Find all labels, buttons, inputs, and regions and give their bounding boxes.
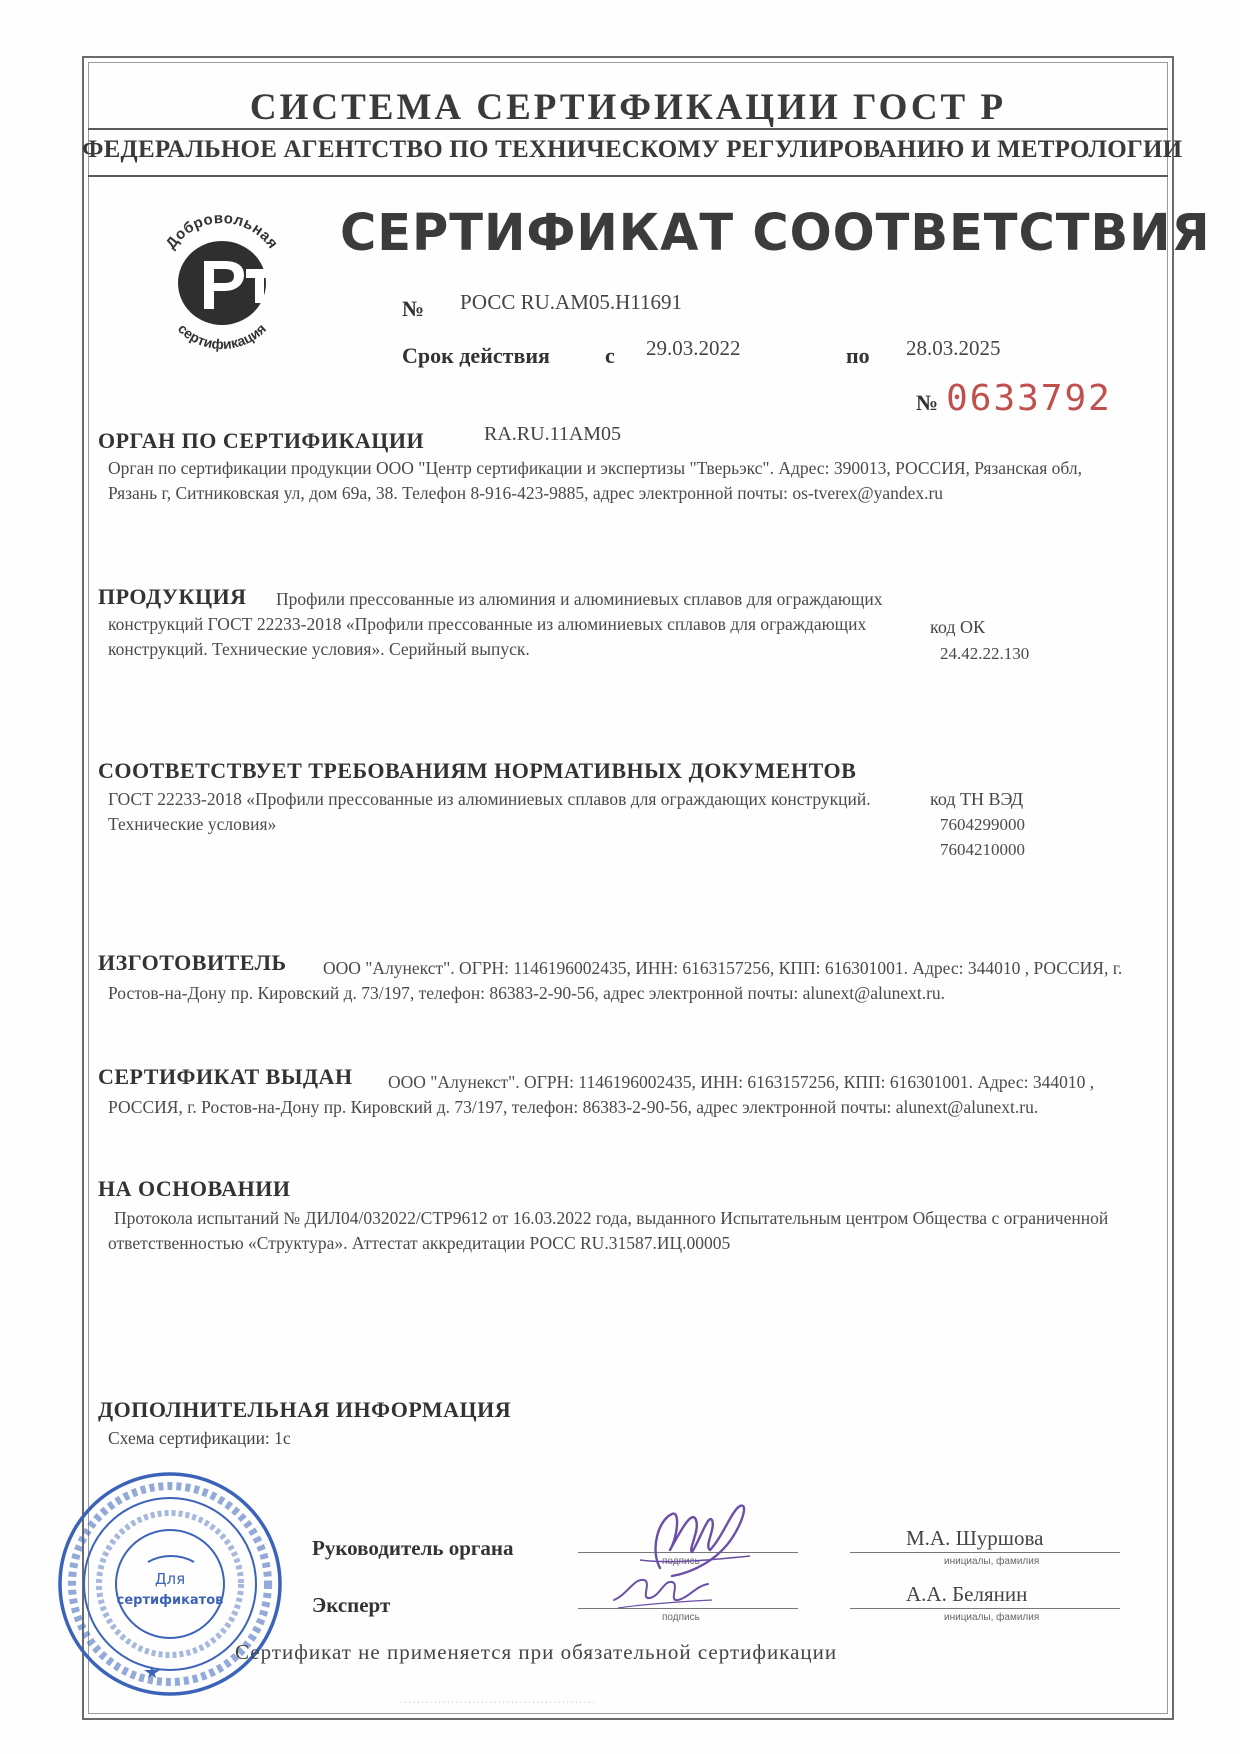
product-text: Профили прессованные из алюминия и алюминиевых сплавов для ограждающих конструкций ГОСТ 22233-2018 «Профили прессованные из алюминиевых сплавов для ограждающих конструкций. Технические условия». Серийный выпуск. <box>108 589 883 659</box>
issued-to-heading: СЕРТИФИКАТ ВЫДАН <box>98 1064 353 1089</box>
tnved-code-2: 7604210000 <box>940 840 1025 859</box>
manufacturer-text: ООО "Алунекст". ОГРН: 1146196002435, ИНН: 6163157256, КПП: 616301001. Адрес: 344010 , РОССИЯ, г. Ростов-на-Дону пр. Кировский д. 73/197, телефон: 86383-2-90-56, адрес электронной почты: alunext@alunext.ru. <box>108 958 1123 1003</box>
expert-name-line <box>850 1608 1120 1609</box>
expert-name-caption: инициалы, фамилия <box>944 1612 1040 1623</box>
additional-heading: ДОПОЛНИТЕЛЬНАЯ ИНФОРМАЦИЯ <box>98 1397 512 1422</box>
head-sign-caption: подпись <box>662 1556 700 1567</box>
valid-from-label: с <box>605 343 615 368</box>
system-title: СИСТЕМА СЕРТИФИКАЦИИ ГОСТ Р <box>249 87 1007 128</box>
organ-text: Орган по сертификации продукции ООО "Центр сертификации и экспертизы "Тверьэкс". Адрес: 390013, РОССИЯ, Рязанская обл, Рязань г, Ситниковская ул, дом 69а, 38. Телефон 8-916-423-9885, адрес электронной почты: os-tverex@yandex.ru <box>108 458 1082 503</box>
valid-to-label: по <box>846 343 870 368</box>
footer-note: Сертификат не применяется при обязательной сертификации <box>235 1640 838 1664</box>
rst-logo-icon <box>146 205 298 357</box>
conformity-heading: СООТВЕТСТВУЕТ ТРЕБОВАНИЯМ НОРМАТИВНЫХ ДОКУМЕНТОВ <box>98 758 857 783</box>
serial-value: 0633792 <box>946 378 1112 419</box>
product-heading: ПРОДУКЦИЯ <box>98 584 247 609</box>
agency-title: ФЕДЕРАЛЬНОЕ АГЕНТСТВО ПО ТЕХНИЧЕСКОМУ РЕГУЛИРОВАНИЮ И МЕТРОЛОГИИ <box>82 136 1183 163</box>
stamp-text-1: Для <box>154 1570 186 1588</box>
expert-label: Эксперт <box>312 1593 391 1617</box>
serial-label: № <box>916 390 939 415</box>
valid-to: 28.03.2025 <box>906 336 1001 360</box>
certificate-title: СЕРТИФИКАТ СООТВЕТСТВИЯ <box>340 204 1211 263</box>
head-name-line <box>850 1552 1120 1553</box>
tnved-code-label: код ТН ВЭД <box>930 789 1024 809</box>
logo-text-bottom: сертификация <box>174 320 270 353</box>
organ-heading: ОРГАН ПО СЕРТИФИКАЦИИ <box>98 428 425 453</box>
tnved-code-1: 7604299000 <box>940 815 1025 834</box>
expert-sign-caption: подпись <box>662 1612 700 1623</box>
product-code: 24.42.22.130 <box>940 644 1030 663</box>
conformity-text: ГОСТ 22233-2018 «Профили прессованные из алюминиевых сплавов для ограждающих конструкций. Технические условия» <box>108 789 871 834</box>
stamp-text-2: сертификатов <box>116 1593 224 1608</box>
basis-heading: НА ОСНОВАНИИ <box>98 1176 291 1201</box>
issued-to-text: ООО "Алунекст". ОГРН: 1146196002435, ИНН: 6163157256, КПП: 616301001. Адрес: 344010 , РОССИЯ, г. Ростов-на-Дону пр. Кировский д. 73/197, телефон: 86383-2-90-56, адрес электронной почты: alunext@alunext.ru. <box>108 1072 1095 1117</box>
header-divider-bottom <box>88 175 1168 177</box>
cert-number: РОСС RU.АМ05.Н11691 <box>460 290 683 314</box>
logo-text-top: Добровольная <box>162 209 282 253</box>
head-name: М.А. Шуршова <box>906 1526 1044 1550</box>
product-code-label: код ОК <box>930 617 985 637</box>
basis-text: Протокола испытаний № ДИЛ04/032022/СТР9612 от 16.03.2022 года, выданного Испытательным центром Общества с ограниченной ответственностью «Структура». Аттестат аккредитации РОСС RU.31587.ИЦ.00005 <box>108 1208 1109 1253</box>
additional-text: Схема сертификации: 1с <box>108 1428 291 1448</box>
serial-number <box>916 378 1112 419</box>
expert-name: А.А. Белянин <box>906 1582 1028 1606</box>
head-name-caption: инициалы, фамилия <box>944 1556 1040 1567</box>
svg-text:сертификация <box>175 320 269 352</box>
expert-signature-icon <box>604 1560 724 1620</box>
printer-imprint: · · · · · · · · · · · · · · · · · · · · · · · · · · · · · · · · · · · · · · · · · · · · · · <box>400 1699 595 1706</box>
valid-from: 29.03.2022 <box>646 336 741 360</box>
organ-code: RA.RU.11АМ05 <box>484 423 622 445</box>
cert-number-label: № <box>402 296 425 321</box>
header-divider-top <box>88 128 1168 130</box>
validity-label: Срок действия <box>402 343 550 368</box>
head-label: Руководитель органа <box>312 1536 514 1560</box>
manufacturer-heading: ИЗГОТОВИТЕЛЬ <box>98 950 287 975</box>
organization-stamp-icon <box>52 1466 288 1702</box>
